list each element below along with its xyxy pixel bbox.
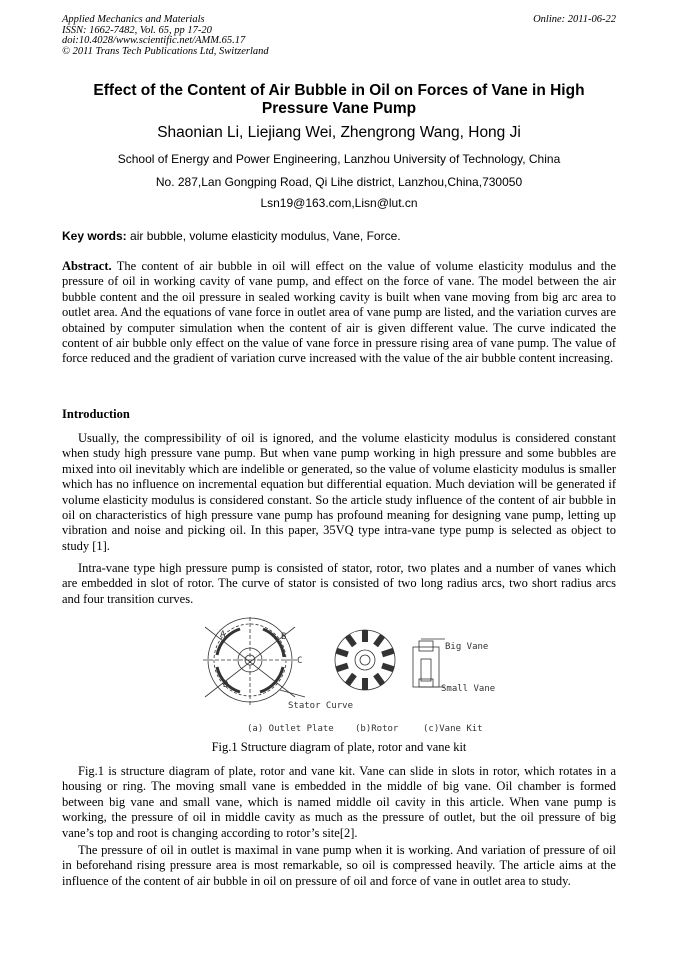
stator-curve-label: Stator Curve <box>288 701 354 711</box>
author-list: Shaonian Li, Liejiang Wei, Zhengrong Wang, Hong Ji <box>157 124 521 141</box>
affiliation-line-1: School of Energy and Power Engineering, Lanzhou University of Technology, China <box>117 152 561 166</box>
mark-b: B <box>281 632 287 642</box>
intro-paragraph-1: Usually, the compressibility of oil is ignored, and the volume elasticity modulus is considered constant when study high pressure vane pump. But when vane pump working in high pressure and some bubbles are mixed into oil inevitably which are indelible or generated, so the value of volume elasticity modulus is smaller which has no influence on incremental equation but differential equation. Much deviation will be generated if volume elasticity modulus is considered constant. So the article study influence of the content of air bubble in oil on characteristics of high pressure vane pump has profound meaning for designing vane pump, letting up vibration and noise and picking oil. In this paper, 35VQ type intra-vane type pump is selected as object to study [1]. <box>62 431 616 553</box>
figure-caption: Fig.1 Structure diagram of plate, rotor and vane kit <box>211 740 467 754</box>
abstract-text: The content of air bubble in oil will effect on the value of volume elasticity modulus and the pressure of oil in working cavity of vane pump, and effect on the force of vane. The model between the air bubble content and the oil pressure in sealed working cavity is built when vane moving from big arc area to outlet area. And the equations of vane force in outlet area of vane pump are listed, and the variation curves are obtained by computer simulation when the content of air is given different value. The curve indicated the content of air bubble only effect on the value of vane force in pressure rising area of vane pump. The value of force reduced and the gradient of variation curve increased with the value of the air bubble content increasing. <box>62 259 616 366</box>
rotor-drawing <box>335 630 395 690</box>
doi-line[interactable]: doi:10.4028/www.scientific.net/AMM.65.17 <box>62 35 246 46</box>
paper-title: Effect of the Content of Air Bubble in Oil on Forces of Vane in High Pressure Vane Pump <box>93 82 585 117</box>
subcaption-outlet-plate: (a) Outlet Plate <box>247 724 334 734</box>
intro-paragraph-2: Intra-vane type high pressure pump is consisted of stator, rotor, two plates and a number of vanes which are embedded in slot of rotor. The curve of stator is consisted of two long radius arcs, two short radius arcs and four transition curves. <box>62 561 616 606</box>
intro-paragraph-3: Fig.1 is structure diagram of plate, rotor and vane kit. Vane can slide in slots in rotor, which rotates in a housing or ring. The moving small vane is embedded in the middle of big vane. Oil chamber is formed between big vane and small vane, which is named middle oil cavity in this article. When vane pump is working, the pressure of oil in middle cavity as much as the pressure of outlet, but the oil pressure of big vane’s top and root is changing according to rotor’s site[2]. <box>62 764 616 840</box>
mark-a: A <box>220 630 226 640</box>
issn-line: ISSN: 1662-7482, Vol. 65, pp 17-20 <box>62 24 212 36</box>
journal-name: Applied Mechanics and Materials <box>62 14 205 25</box>
vane-kit-drawing <box>413 639 445 687</box>
figure-1 <box>195 617 495 737</box>
keywords <box>62 229 401 243</box>
keywords-label: Key words: <box>62 229 127 243</box>
section-heading-introduction: Introduction <box>62 407 130 421</box>
online-date: Online: 2011-06-22 <box>533 14 616 25</box>
intro-paragraph-4: The pressure of oil in outlet is maximal in vane pump when it is working. And variation of pressure of oil in beforehand rising pressure area is most remarkable, so oil is compressed heavily. The article aims at the influence of the content of air bubble in oil on pressure of oil and force of vane in outlet area to study. <box>62 843 616 888</box>
small-vane-label: Small Vane <box>441 684 495 694</box>
keywords-text: air bubble, volume elasticity modulus, Vane, Force. <box>126 229 401 243</box>
abstract <box>62 259 616 367</box>
affiliation-line-2: No. 287,Lan Gongping Road, Qi Lihe district, Lanzhou,China,730050 <box>155 175 523 189</box>
author-emails[interactable]: Lsn19@163.com,Lisn@lut.cn <box>260 196 418 210</box>
journal-header <box>62 15 269 57</box>
subcaption-vane-kit: (c)Vane Kit <box>423 724 483 734</box>
copyright-line: © 2011 Trans Tech Publications Ltd, Switzerland <box>62 45 269 57</box>
outlet-plate-drawing <box>203 617 305 705</box>
abstract-label: Abstract. <box>62 259 112 273</box>
mark-d: D <box>223 680 229 690</box>
mark-c: C <box>297 656 303 666</box>
subcaption-rotor: (b)Rotor <box>355 724 399 734</box>
big-vane-label: Big Vane <box>445 642 489 652</box>
